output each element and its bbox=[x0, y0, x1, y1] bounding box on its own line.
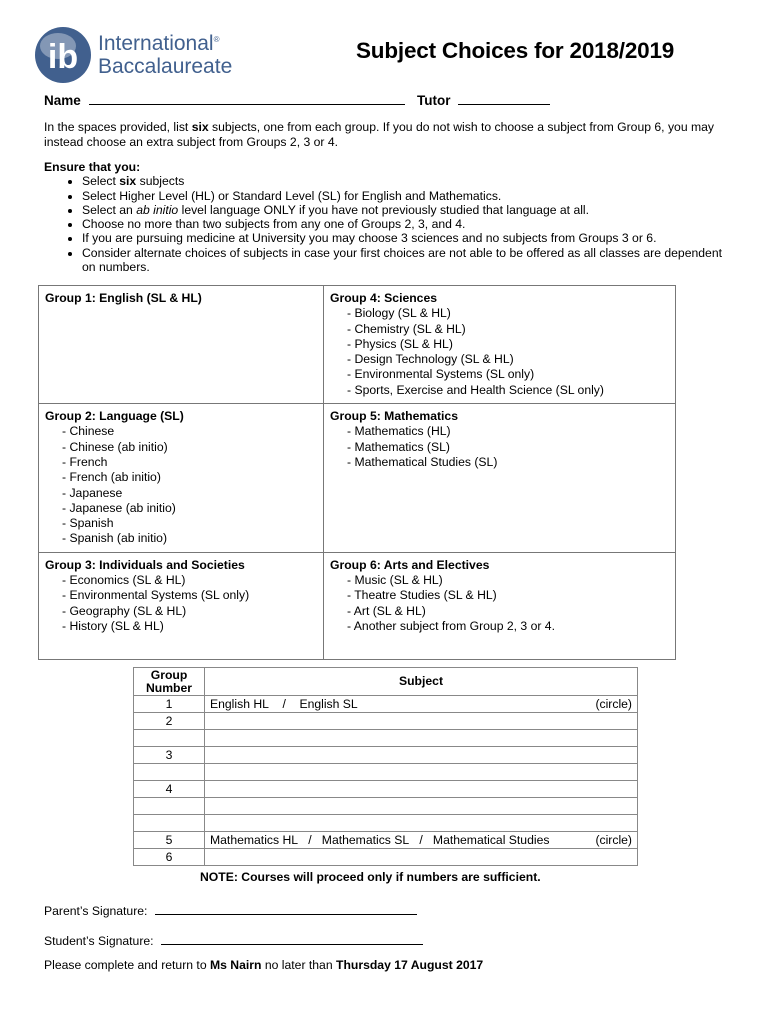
option-mathematics-sl[interactable]: Mathematics SL bbox=[321, 832, 410, 847]
subject-choices-table bbox=[133, 667, 638, 866]
ensure-heading: Ensure that you: bbox=[44, 160, 141, 174]
svg-text:ib: ib bbox=[47, 38, 79, 76]
choice-cell[interactable] bbox=[205, 815, 638, 832]
list-item: - Chemistry (SL & HL) bbox=[347, 322, 669, 337]
group-title: Group 3: Individuals and Societies bbox=[45, 557, 245, 572]
circle-note: (circle) bbox=[595, 696, 632, 711]
option-mathematical-studies[interactable]: Mathematical Studies bbox=[432, 832, 550, 847]
group-title: Group 6: Arts and Electives bbox=[330, 557, 490, 572]
list-item: - History (SL & HL) bbox=[62, 619, 317, 634]
list-item: - Environmental Systems (SL only) bbox=[347, 367, 669, 382]
tutor-line[interactable] bbox=[458, 92, 550, 105]
list-item: - Geography (SL & HL) bbox=[62, 604, 317, 619]
list-item: - Spanish bbox=[62, 516, 317, 531]
intro-text: In the spaces provided, list six subjects, one from each group. If you do not wish to choose a subject from Group 6, you may instead choose an extra subject from Groups 2, 3 or 4. bbox=[44, 120, 715, 149]
page-title: Subject Choices for 2018/2019 bbox=[356, 38, 675, 63]
header-subject: Subject bbox=[205, 668, 638, 696]
return-instructions: Please complete and return to Ms Nairn no later than Thursday 17 August 2017 bbox=[44, 958, 484, 972]
note-text: NOTE: Courses will proceed only if numbers are sufficient. bbox=[200, 870, 541, 884]
list-item: - Art (SL & HL) bbox=[347, 604, 669, 619]
list-item: - Environmental Systems (SL only) bbox=[62, 588, 317, 603]
list-item: • Choose no more than two subjects from any one of Groups 2, 3, and 4. bbox=[82, 217, 724, 231]
logo-line-2: Baccalaureate bbox=[98, 55, 233, 78]
list-item: • If you are pursuing medicine at University you may choose 3 sciences and no subjects from Groups 3 or 6. bbox=[82, 231, 724, 245]
list-item: - Chinese (ab initio) bbox=[62, 440, 317, 455]
ib-logo-icon bbox=[32, 24, 98, 86]
choice-cell[interactable] bbox=[205, 798, 638, 815]
list-item: - Spanish (ab initio) bbox=[62, 531, 317, 546]
group-subjects bbox=[45, 573, 317, 634]
circle-note: (circle) bbox=[595, 832, 632, 847]
list-item: - Japanese bbox=[62, 486, 317, 501]
group-cell bbox=[39, 286, 324, 404]
list-item: • Select an ab initio level language ONLY if you have not previously studied that language at all. bbox=[82, 203, 724, 217]
tutor-field[interactable] bbox=[417, 92, 550, 108]
list-item: - Chinese bbox=[62, 424, 317, 439]
list-item: • Consider alternate choices of subjects in case your first choices are not able to be offered as all classes are dependent on numbers. bbox=[82, 246, 724, 275]
list-item: - Economics (SL & HL) bbox=[62, 573, 317, 588]
tutor-label: Tutor bbox=[417, 93, 451, 108]
choice-cell[interactable] bbox=[205, 849, 638, 866]
list-item: • Select Higher Level (HL) or Standard Level (SL) for English and Mathematics. bbox=[82, 189, 724, 203]
option-english-hl[interactable]: English HL bbox=[210, 696, 269, 711]
list-item: - Mathematics (SL) bbox=[347, 440, 669, 455]
parent-signature-field[interactable] bbox=[44, 902, 417, 918]
group-subjects bbox=[45, 424, 317, 546]
header-group-number: Group Number bbox=[134, 668, 205, 696]
logo-line-1: International® bbox=[98, 32, 220, 55]
group-subjects bbox=[330, 306, 669, 398]
option-english-sl[interactable]: English SL bbox=[299, 696, 358, 711]
logo-text bbox=[98, 28, 232, 78]
blank-cell bbox=[134, 815, 205, 832]
list-item: - Another subject from Group 2, 3 or 4. bbox=[347, 619, 669, 634]
group-cell bbox=[39, 552, 324, 659]
choice-cell[interactable] bbox=[205, 764, 638, 781]
list-item: - Biology (SL & HL) bbox=[347, 306, 669, 321]
group-title: Group 2: Language (SL) bbox=[45, 409, 184, 424]
list-item: - Physics (SL & HL) bbox=[347, 337, 669, 352]
group-number: 2 bbox=[134, 713, 205, 730]
group-cell bbox=[324, 552, 676, 659]
name-field[interactable] bbox=[44, 92, 405, 108]
group-subjects bbox=[330, 573, 669, 634]
ensure-section bbox=[44, 160, 724, 274]
group-subjects bbox=[330, 424, 669, 470]
group-number: 5 bbox=[134, 832, 205, 849]
group-number: 4 bbox=[134, 781, 205, 798]
group-title: Group 5: Mathematics bbox=[330, 409, 458, 424]
group-title: Group 4: Sciences bbox=[330, 291, 438, 305]
student-signature-line[interactable] bbox=[161, 932, 423, 945]
blank-cell bbox=[134, 798, 205, 815]
option-mathematics-hl[interactable]: Mathematics HL bbox=[210, 832, 299, 847]
blank-cell bbox=[134, 764, 205, 781]
list-item: - Design Technology (SL & HL) bbox=[347, 352, 669, 367]
group-number: 6 bbox=[134, 849, 205, 866]
list-item: - French bbox=[62, 455, 317, 470]
list-item: - Mathematical Studies (SL) bbox=[347, 455, 669, 470]
blank-cell bbox=[134, 730, 205, 747]
name-line[interactable] bbox=[89, 92, 405, 105]
group-cell bbox=[39, 404, 324, 553]
choice-cell[interactable] bbox=[205, 713, 638, 730]
choice-cell-1[interactable]: English HL / English SL (circle) bbox=[205, 696, 638, 713]
group-title: Group 1: English (SL & HL) bbox=[45, 291, 202, 305]
parent-signature-line[interactable] bbox=[155, 902, 417, 915]
list-item: - French (ab initio) bbox=[62, 470, 317, 485]
list-item: • Select six subjects bbox=[82, 174, 724, 188]
student-signature-field[interactable] bbox=[44, 932, 423, 948]
list-item: - Music (SL & HL) bbox=[347, 573, 669, 588]
list-item: - Theatre Studies (SL & HL) bbox=[347, 588, 669, 603]
group-number: 3 bbox=[134, 747, 205, 764]
student-signature-label: Student’s Signature: bbox=[44, 934, 154, 948]
list-item: - Mathematics (HL) bbox=[347, 424, 669, 439]
ensure-list bbox=[44, 174, 724, 274]
name-label: Name bbox=[44, 93, 81, 108]
list-item: - Sports, Exercise and Health Science (SL only) bbox=[347, 383, 669, 398]
parent-signature-label: Parent’s Signature: bbox=[44, 904, 148, 918]
group-cell bbox=[324, 286, 676, 404]
choice-cell-5[interactable]: Mathematics HL / Mathematics SL / Mathematical Studies (circle) bbox=[205, 832, 638, 849]
list-item: - Japanese (ab initio) bbox=[62, 501, 317, 516]
group-number: 1 bbox=[134, 696, 205, 713]
choice-cell[interactable] bbox=[205, 781, 638, 798]
choice-cell[interactable] bbox=[205, 747, 638, 764]
choice-cell[interactable] bbox=[205, 730, 638, 747]
group-cell bbox=[324, 404, 676, 553]
groups-table bbox=[38, 285, 676, 660]
